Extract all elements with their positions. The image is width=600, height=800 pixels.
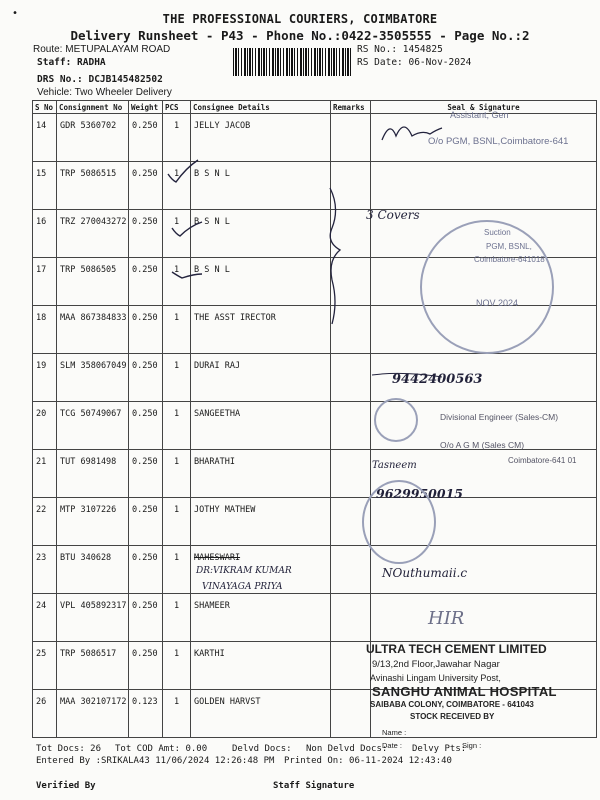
cell-consignment: TRP 5086515 [57, 162, 129, 210]
tick-mark [172, 272, 202, 278]
cell-pcs: 1 [163, 114, 191, 162]
cell-sno: 21 [33, 450, 57, 498]
ultratech-stamp-line: 9/13,2nd Floor,Jawahar Nagar [372, 659, 500, 670]
cell-sno: 25 [33, 642, 57, 690]
staff-label: Staff: RADHA [37, 57, 106, 68]
handwritten-name: DR:VIKRAM KUMAR [196, 566, 292, 576]
cell-weight: 0.250 [129, 114, 163, 162]
cell-pcs: 1 [163, 162, 191, 210]
cell-consignee: JELLY JACOB [191, 114, 331, 162]
cell-sno: 17 [33, 258, 57, 306]
bsnl-stamp-line: Coimbatore-641018 [474, 255, 545, 264]
cell-pcs: 1 [163, 354, 191, 402]
cell-weight: 0.250 [129, 306, 163, 354]
cell-pcs: 1 [163, 642, 191, 690]
round-stamp [420, 220, 554, 354]
ultratech-stamp-line: STOCK RECEIVED BY [410, 712, 495, 721]
cell-sno: 24 [33, 594, 57, 642]
cell-consignment: TRP 5086505 [57, 258, 129, 306]
cell-weight: 0.250 [129, 258, 163, 306]
col-remarks: Remarks [331, 101, 371, 114]
total-cod-amount: Tot COD Amt: 0.00 [115, 744, 208, 754]
staff-signature: Staff Signature [273, 781, 355, 791]
cell-weight: 0.250 [129, 210, 163, 258]
margin-dot: • [12, 8, 19, 19]
non-delivered-docs: Non Delvd Docs: [306, 744, 388, 754]
tick-mark [168, 160, 198, 182]
cell-pcs: 1 [163, 450, 191, 498]
col-consignment: Consignment No [57, 101, 129, 114]
cell-sno: 23 [33, 546, 57, 594]
cell-sno: 26 [33, 690, 57, 738]
cell-weight: 0.250 [129, 594, 163, 642]
cell-weight: 0.123 [129, 690, 163, 738]
cell-sno: 19 [33, 354, 57, 402]
col-weight: Weight [129, 101, 163, 114]
cell-consignee: BHARATHI [191, 450, 331, 498]
bsnl-stamp-line: Assistant, Gen [450, 110, 509, 120]
handwritten-phone: 9442400563 [392, 372, 483, 387]
ultratech-stamp-line: SAIBABA COLONY, COIMBATORE - 641043 [370, 700, 534, 709]
cell-pcs: 1 [163, 402, 191, 450]
cell-consignee: GOLDEN HARVST [191, 690, 331, 738]
cell-sno: 22 [33, 498, 57, 546]
cell-pcs: 1 [163, 690, 191, 738]
cell-consignment: VPL 405892317 [57, 594, 129, 642]
cell-consignee: B S N L [191, 258, 331, 306]
cell-sno: 14 [33, 114, 57, 162]
col-sno: S No [33, 101, 57, 114]
cell-sno: 15 [33, 162, 57, 210]
cell-consignee: B S N L [191, 210, 331, 258]
company-name: THE PROFESSIONAL COURIERS, COIMBATORE [162, 12, 438, 26]
handwritten-note: 3 Covers [366, 208, 420, 222]
cell-consignment: BTU 340628 [57, 546, 129, 594]
delivery-points: Delvy Pts: [412, 744, 467, 754]
printed-on: Printed On: 06-11-2024 12:43:40 [284, 756, 452, 766]
cell-consignee: B S N L [191, 162, 331, 210]
col-seal: Seal & Signature [371, 101, 597, 114]
rs-number: RS No.: 1454825 [357, 44, 443, 55]
vehicle-label: Vehicle: Two Wheeler Delivery [37, 87, 172, 98]
cell-pcs: 1 [163, 258, 191, 306]
verified-by: Verified By [36, 781, 96, 791]
ultratech-stamp-line: Avinashi Lingam University Post, [370, 673, 501, 683]
cell-weight: 0.250 [129, 450, 163, 498]
cell-pcs: 1 [163, 546, 191, 594]
entered-by: Entered By :SRIKALA43 11/06/2024 12:26:48 PM [36, 756, 275, 766]
cell-weight: 0.250 [129, 642, 163, 690]
barcode [233, 48, 351, 76]
runsheet-title: Delivery Runsheet - P43 - Phone No.:0422-3505555 - Page No.:2 [70, 28, 530, 43]
handwritten-signature: NOuthumaii.c [382, 566, 468, 580]
bsnl-stamp-line: O/o PGM, BSNL,Coimbatore-641 [428, 136, 569, 147]
handwritten-name: VINAYAGA PRIYA [202, 582, 283, 592]
bsnl-stamp-line: PGM, BSNL, [486, 242, 532, 251]
cell-weight: 0.250 [129, 402, 163, 450]
cell-consignment: TUT 6981498 [57, 450, 129, 498]
cell-sno: 16 [33, 210, 57, 258]
cell-consignment: GDR 5360702 [57, 114, 129, 162]
cell-consignee: DURAI RAJ [191, 354, 331, 402]
cell-consignment: SLM 358067049 [57, 354, 129, 402]
cell-weight: 0.250 [129, 354, 163, 402]
cell-pcs: 1 [163, 210, 191, 258]
cell-consignment: TCG 50749067 [57, 402, 129, 450]
drs-number: DRS No.: DCJB145482502 [37, 74, 163, 85]
remarks-bracket [330, 188, 340, 324]
cell-consignment: TRZ 270043272 [57, 210, 129, 258]
cell-weight: 0.250 [129, 498, 163, 546]
cell-consignment: MTP 3107226 [57, 498, 129, 546]
round-stamp [374, 398, 418, 442]
cell-consignee: THE ASST IRECTOR [191, 306, 331, 354]
ultratech-stamp-line: Name : [382, 728, 407, 737]
cell-consignee: MAHESWARI [191, 546, 331, 594]
cell-weight: 0.250 [129, 162, 163, 210]
cell-consignment: MAA 302107172 [57, 690, 129, 738]
ultratech-stamp-line: Sign : [462, 741, 482, 750]
cell-consignee: SANGEETHA [191, 402, 331, 450]
cell-pcs: 1 [163, 498, 191, 546]
handwritten-name: Tasneem [372, 460, 417, 471]
col-pcs: PCS [163, 101, 191, 114]
handwritten-signature: HIR [428, 608, 465, 629]
total-docs: Tot Docs: 26 [36, 744, 102, 754]
bsnl-stamp-line: Divisional Engineer (Sales-CM) [440, 412, 559, 422]
cell-consignee: SHAMEER [191, 594, 331, 642]
cell-consignee: JOTHY MATHEW [191, 498, 331, 546]
col-consignee: Consignee Details [191, 101, 331, 114]
delivered-docs: Delvd Docs: [232, 744, 292, 754]
ultratech-stamp-line: ULTRA TECH CEMENT LIMITED [366, 642, 547, 656]
route-label: Route: METUPALAYAM ROAD [33, 44, 171, 55]
cell-consignee: KARTHI [191, 642, 331, 690]
bsnl-stamp-line: Coimbatore-641 01 [508, 456, 577, 465]
cell-sno: 20 [33, 402, 57, 450]
cell-consignment: MAA 867384833 [57, 306, 129, 354]
ultratech-stamp-line: SANGHU ANIMAL HOSPITAL [372, 684, 557, 699]
ultratech-stamp-line: Date : [382, 741, 403, 750]
bsnl-stamp-date: NOV 2024 [476, 298, 519, 308]
cell-consignment: TRP 5086517 [57, 642, 129, 690]
bsnl-stamp-line: O/o A G M (Sales CM) [440, 440, 525, 450]
cell-weight: 0.250 [129, 546, 163, 594]
rs-date: RS Date: 06-Nov-2024 [357, 57, 472, 68]
cell-pcs: 1 [163, 594, 191, 642]
bsnl-stamp-line: Suction [484, 228, 511, 237]
cell-sno: 18 [33, 306, 57, 354]
cell-pcs: 1 [163, 306, 191, 354]
tick-mark [172, 222, 202, 236]
round-stamp [362, 480, 436, 564]
handwritten-phone: 9629950015 [376, 486, 463, 501]
